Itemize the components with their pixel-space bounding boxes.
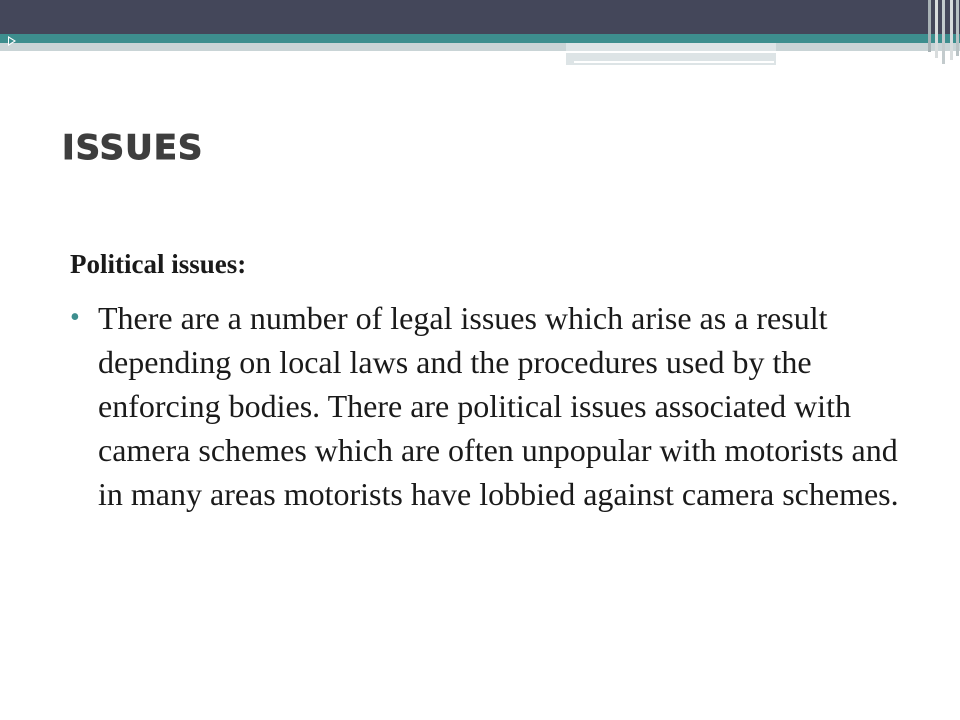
bullet-item	[70, 296, 910, 516]
corner-stripe	[956, 0, 959, 56]
header-notch-line	[566, 51, 888, 53]
header-band-dark	[0, 0, 960, 34]
corner-stripe	[950, 0, 953, 60]
header-band-teal	[0, 34, 960, 43]
bullet-text: There are a number of legal issues which arise as a result depending on local laws and the procedures used by the enforcing bodies. There are political issues associated with camera schemes which are often unpopular with motorists and in many areas motorists have lobbied against camera schemes.	[98, 300, 899, 512]
header-band-light	[0, 43, 960, 51]
corner-stripe	[942, 0, 945, 64]
arrow-icon-inner	[9, 38, 14, 44]
header-notch-line-2	[574, 61, 774, 63]
slide-content	[70, 244, 910, 516]
corner-stripe	[935, 0, 938, 58]
subheading: Political issues:	[70, 249, 247, 279]
slide-title: ISSUES	[62, 128, 204, 168]
bullet-icon: •	[70, 302, 80, 333]
corner-stripe	[928, 0, 931, 52]
